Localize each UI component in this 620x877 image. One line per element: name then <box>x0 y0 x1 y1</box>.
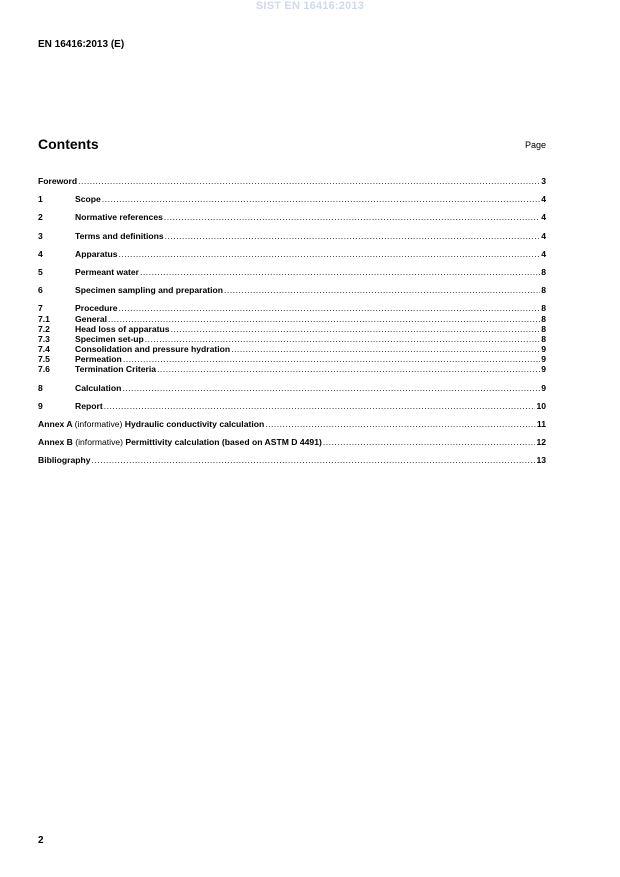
toc-title: Permeant water <box>75 266 140 277</box>
contents-title: Contents <box>38 136 99 152</box>
toc-page: 8 <box>541 313 546 324</box>
toc-title: Procedure <box>75 303 118 314</box>
toc-entry-head-loss[interactable] <box>38 324 546 334</box>
toc-number: 7.3 <box>38 333 50 344</box>
toc-leader <box>102 194 540 204</box>
toc-entry-annex-b[interactable] <box>38 437 546 447</box>
toc-entry-annex-a[interactable] <box>38 419 546 429</box>
toc-leader <box>119 249 541 259</box>
toc-leader <box>104 401 536 411</box>
toc-title: Foreword <box>38 176 78 186</box>
page-number: 2 <box>38 835 44 846</box>
toc-leader <box>78 176 540 186</box>
toc-leader <box>140 267 540 277</box>
toc-title: Scope <box>75 194 101 205</box>
toc-leader <box>171 324 541 334</box>
toc-page: 8 <box>541 266 546 277</box>
toc-page: 4 <box>541 230 546 241</box>
toc-entry-procedure[interactable] <box>38 303 546 313</box>
annex-title: Permittivity calculation (based on ASTM D 4491) <box>125 437 322 448</box>
toc-title: Calculation <box>75 382 122 393</box>
toc-leader <box>122 383 540 393</box>
toc-page: 13 <box>536 455 546 466</box>
toc-title <box>38 437 322 447</box>
annex-informative: (informative) <box>75 437 124 448</box>
toc-entry-general[interactable] <box>38 314 546 324</box>
toc-leader <box>231 344 540 354</box>
toc-number: 7.2 <box>38 323 50 334</box>
toc-leader <box>157 364 540 374</box>
toc-page: 9 <box>541 344 546 355</box>
toc-title: Normative references <box>75 212 163 223</box>
toc-title: Report <box>75 400 103 411</box>
toc-entry-termination-criteria[interactable] <box>38 364 546 374</box>
toc-number: 4 <box>38 248 43 259</box>
toc-title: Apparatus <box>75 248 118 259</box>
toc-entry-scope[interactable] <box>38 194 546 204</box>
toc-entry-specimen-sampling[interactable] <box>38 285 546 295</box>
toc-page: 11 <box>536 419 546 429</box>
toc-page: 4 <box>541 194 546 205</box>
toc-leader <box>165 231 541 241</box>
toc-leader <box>145 334 540 344</box>
toc-page: 9 <box>541 382 546 393</box>
toc-entry-bibliography[interactable] <box>38 455 546 465</box>
toc-title <box>38 419 264 429</box>
toc-number: 5 <box>38 266 43 277</box>
toc-entry-permeation[interactable] <box>38 354 546 364</box>
toc-page: 3 <box>541 176 546 186</box>
toc-entry-apparatus[interactable] <box>38 249 546 259</box>
toc-title: General <box>75 313 108 324</box>
toc-page: 4 <box>541 248 546 259</box>
toc-page: 9 <box>541 364 546 375</box>
annex-label: Annex A <box>38 419 73 429</box>
toc-number: 7.6 <box>38 364 50 375</box>
toc-page: 10 <box>536 400 546 411</box>
toc-leader <box>265 419 536 429</box>
toc-leader <box>108 314 540 324</box>
toc-number: 7.4 <box>38 344 50 355</box>
toc-page: 8 <box>541 303 546 314</box>
toc-entry-calculation[interactable] <box>38 383 546 393</box>
toc-leader <box>123 354 540 364</box>
toc-title: Consolidation and pressure hydration <box>75 344 231 355</box>
toc-page: 8 <box>541 333 546 344</box>
toc-leader <box>164 212 540 222</box>
toc-title: Specimen set-up <box>75 333 144 344</box>
page-column-label: Page <box>524 140 546 150</box>
toc-number: 7.1 <box>38 313 50 324</box>
toc-leader <box>224 285 540 295</box>
toc-page: 9 <box>541 354 546 365</box>
toc-page: 8 <box>541 285 546 296</box>
toc-entry-foreword[interactable] <box>38 176 546 186</box>
toc-page: 12 <box>536 437 546 448</box>
toc-title: Head loss of apparatus <box>75 323 170 334</box>
toc-entry-normative-references[interactable] <box>38 212 546 222</box>
toc-title: Permeation <box>75 354 122 365</box>
annex-label: Annex B <box>38 437 73 448</box>
watermark: SIST EN 16416:2013 <box>255 0 365 12</box>
toc-leader <box>92 455 536 465</box>
toc-number: 7 <box>38 303 43 314</box>
toc-page: 4 <box>541 212 546 223</box>
toc-number: 2 <box>38 212 43 223</box>
annex-informative: (informative) <box>74 419 123 429</box>
toc-entry-specimen-set-up[interactable] <box>38 334 546 344</box>
toc-leader <box>323 437 536 447</box>
toc-page: 8 <box>541 323 546 334</box>
annex-title: Hydraulic conductivity calculation <box>124 419 265 429</box>
toc-entry-terms-and-definitions[interactable] <box>38 231 546 241</box>
toc-number: 8 <box>38 382 43 393</box>
toc-number: 7.5 <box>38 354 50 365</box>
toc-entry-permeant-water[interactable] <box>38 267 546 277</box>
table-of-contents <box>38 176 546 466</box>
toc-title: Specimen sampling and preparation <box>75 285 224 296</box>
toc-leader <box>119 303 541 313</box>
toc-number: 6 <box>38 285 43 296</box>
toc-title: Termination Criteria <box>75 364 157 375</box>
toc-title: Bibliography <box>38 455 91 466</box>
toc-number: 1 <box>38 194 43 205</box>
toc-number: 3 <box>38 230 43 241</box>
toc-entry-consolidation[interactable] <box>38 344 546 354</box>
toc-entry-report[interactable] <box>38 401 546 411</box>
toc-number: 9 <box>38 400 43 411</box>
toc-title: Terms and definitions <box>75 230 164 241</box>
standard-header: EN 16416:2013 (E) <box>38 39 125 50</box>
